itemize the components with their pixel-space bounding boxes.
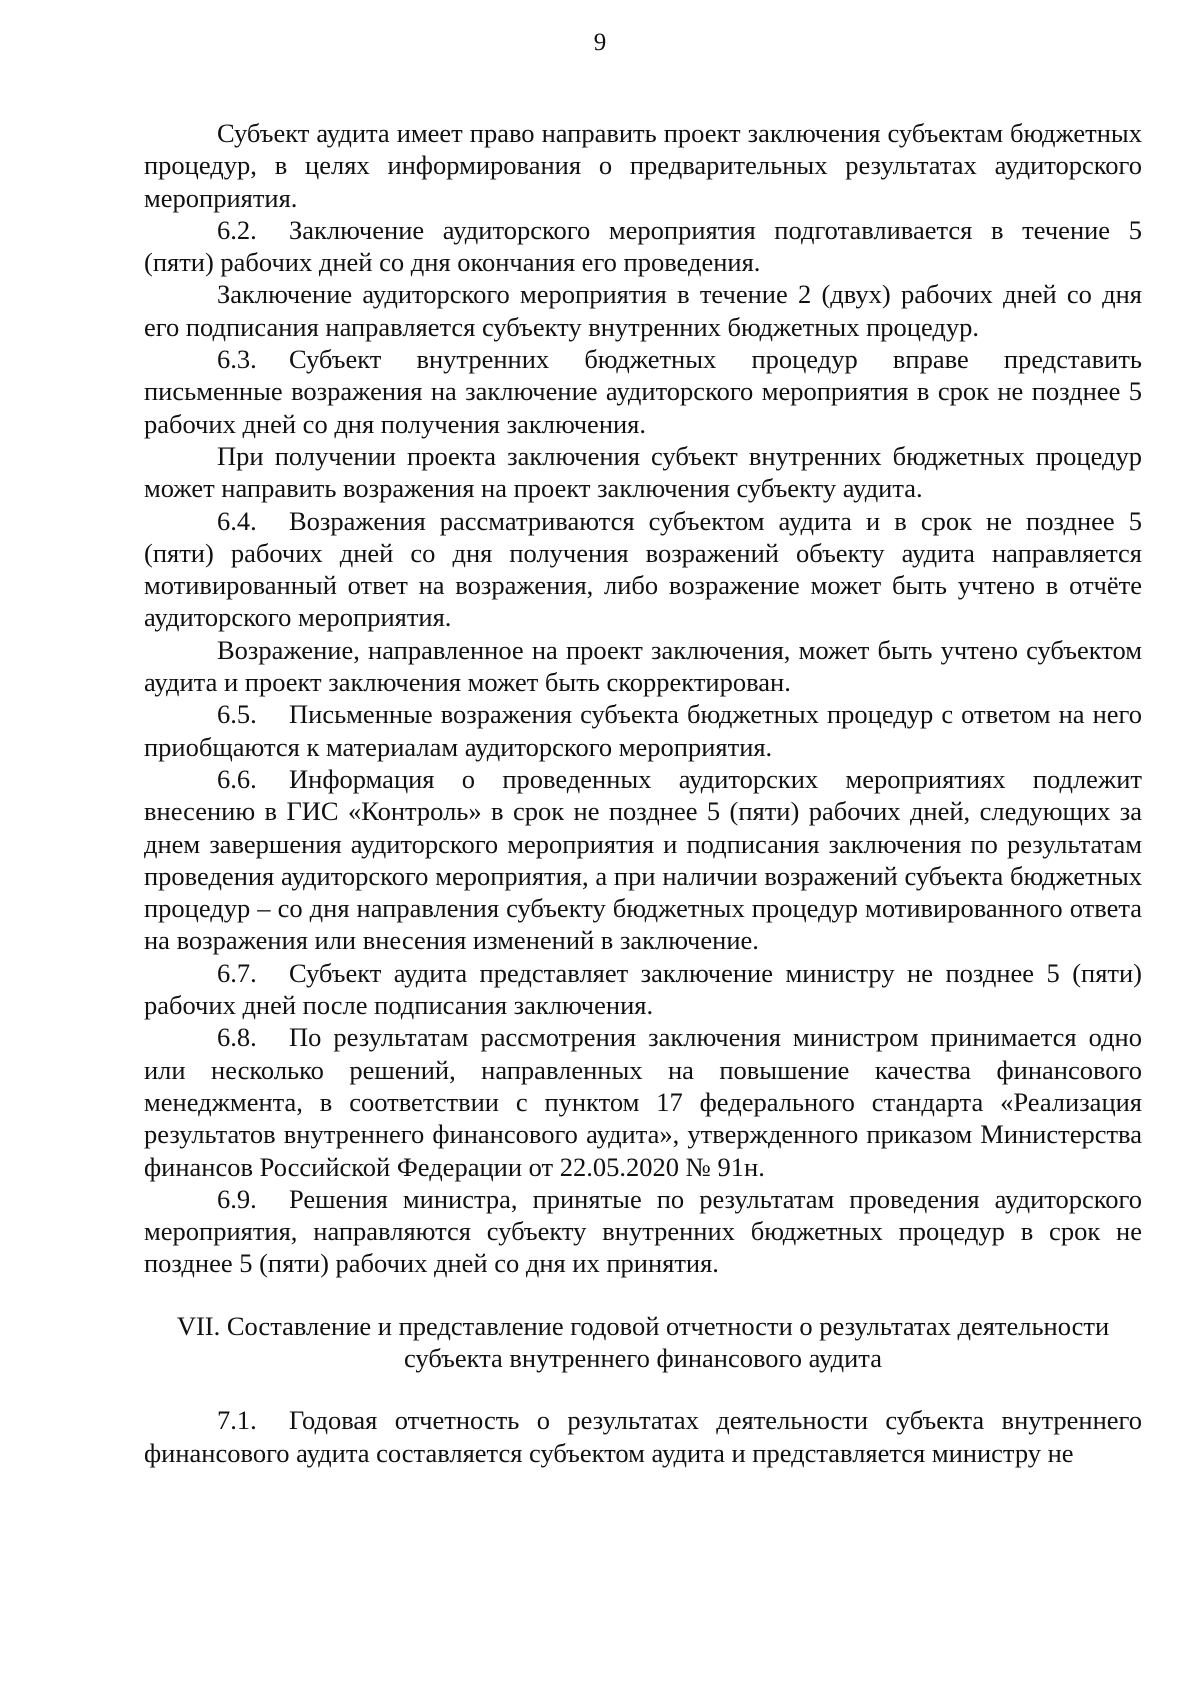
clause-number: 6.5. xyxy=(217,699,257,730)
paragraph-6-5: 6.5. Письменные возражения субъекта бюджетных процедур с ответом на него приобщаются к материалам аудиторского мероприятия. xyxy=(144,699,1142,762)
clause-number: 7.1. xyxy=(217,1405,257,1436)
page-number: 9 xyxy=(593,29,607,56)
paragraph-6-4: 6.4. Возражения рассматриваются субъектом аудита и в срок не позднее 5 (пяти) рабочих дней со дня получения возражений объекту аудита направляется мотивированный ответ на возражения, либо возражение может быть учтено в отчёте аудиторского мероприятия. xyxy=(144,505,1142,633)
paragraph-6-2-second: Заключение аудиторского мероприятия в течение 2 (двух) рабочих дней со дня его подписания направляется субъекту внутренних бюджетных процедур. xyxy=(144,279,1142,342)
paragraph-6-6: 6.6. Информация о проведенных аудиторских мероприятиях подлежит внесению в ГИС «Контроль» в срок не позднее 5 (пяти) рабочих дней, следующих за днем завершения аудиторского мероприятия и подписания заключения по результатам проведения аудиторского мероприятия, а при наличии возражений субъекта бюджетных процедур – со дня направления субъекту бюджетных процедур мотивированного ответа на возражения или внесения изменений в заключение. xyxy=(144,763,1142,956)
paragraph-6-2: 6.2. Заключение аудиторского мероприятия подготавливается в течение 5 (пяти) рабочих дней со дня окончания его проведения. xyxy=(144,214,1142,278)
paragraph-6-9: 6.9. Решения министра, принятые по результатам проведения аудиторского мероприятия, направляются субъекту внутренних бюджетных процедур в срок не позднее 5 (пяти) рабочих дней со дня их принятия. xyxy=(144,1183,1142,1279)
clause-number: 6.2. xyxy=(217,214,257,245)
clause-number: 6.6. xyxy=(217,763,257,794)
paragraph-6-7: 6.7. Субъект аудита представляет заключение министру не позднее 5 (пяти) рабочих дней после подписания заключения. xyxy=(144,957,1142,1021)
clause-number: 6.7. xyxy=(217,957,257,988)
clause-number: 6.8. xyxy=(217,1022,257,1053)
paragraph-6-1-continued: Субъект аудита имеет право направить проект заключения субъектам бюджетных процедур, в целях информирования о предварительных результатах аудиторского мероприятия. xyxy=(144,118,1142,213)
section-heading-line2: субъекта внутреннего финансового аудита xyxy=(404,1342,882,1373)
paragraph-6-3: 6.3. Субъект внутренних бюджетных процедур вправе представить письменные возражения на заключение аудиторского мероприятия в срок не позднее 5 рабочих дней со дня получения заключения. xyxy=(144,344,1142,439)
paragraph-6-4-second: Возражение, направленное на проект заключения, может быть учтено субъектом аудита и проект заключения может быть скорректирован. xyxy=(144,634,1142,698)
clause-number: 6.9. xyxy=(217,1183,257,1214)
section-heading xyxy=(144,1280,1142,1405)
clause-number: 6.3. xyxy=(217,344,257,375)
section-heading-line1: VII. Составление и представление годовой отчетности о результатах деятельности xyxy=(176,1310,1110,1341)
clause-number: 6.4. xyxy=(217,505,257,536)
document-body xyxy=(144,117,1142,1469)
paragraph-6-8: 6.8. По результатам рассмотрения заключения министром принимается одно или несколько решений, направленных на повышение качества финансового менеджмента, в соответствии с пунктом 17 федерального стандарта «Реализация результатов внутреннего финансового аудита», утвержденного приказом Министерства финансов Российской Федерации от 22.05.2020 № 91н. xyxy=(144,1022,1142,1182)
paragraph-6-3-second: При получении проекта заключения субъект внутренних бюджетных процедур может направить возражения на проект заключения субъекту аудита. xyxy=(144,440,1142,504)
paragraph-7-1: 7.1. Годовая отчетность о результатах деятельности субъекта внутреннего финансового аудита составляется субъектом аудита и представляется министру не xyxy=(144,1405,1142,1468)
